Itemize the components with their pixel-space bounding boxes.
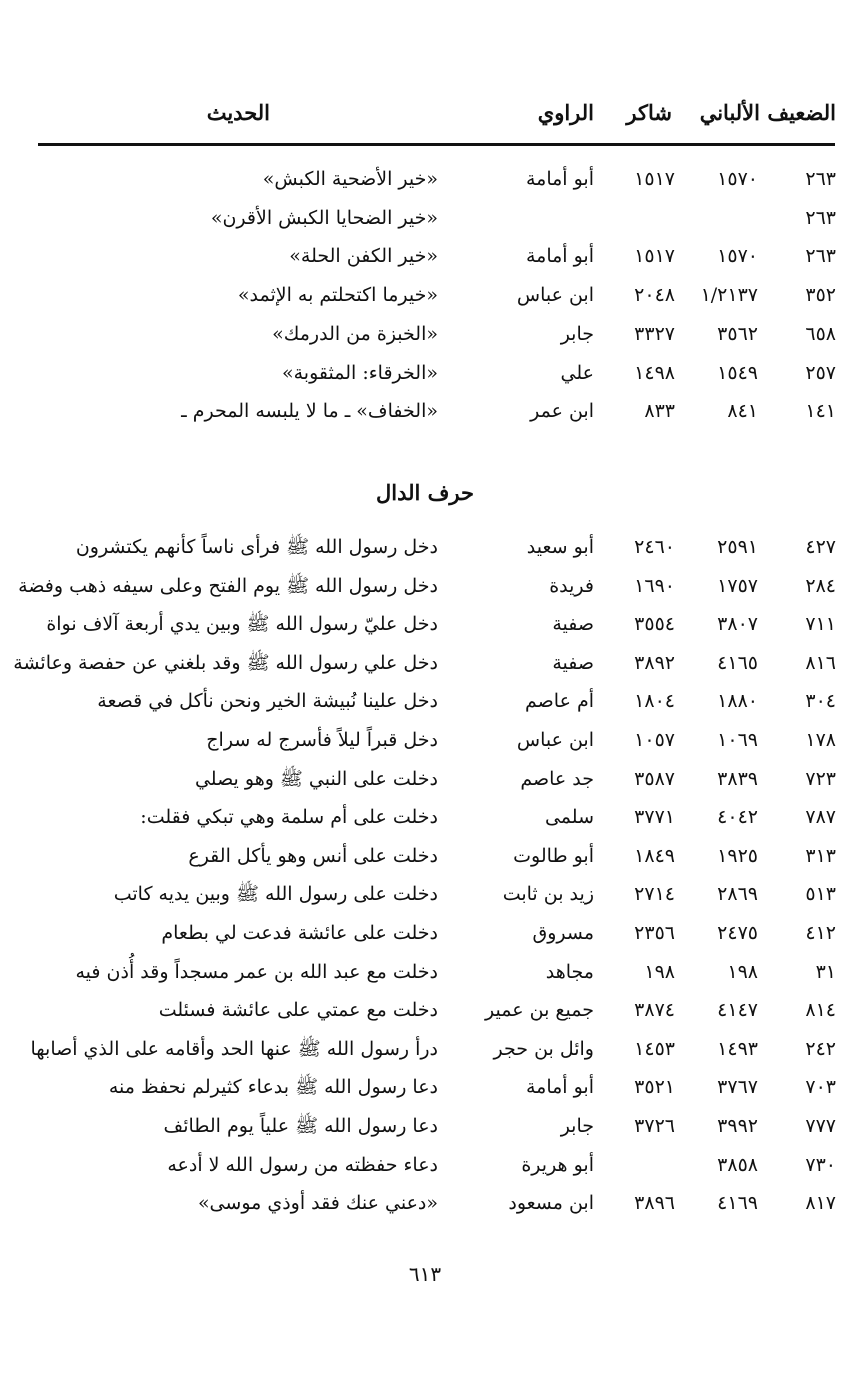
cell-hadith: دعاء حفظته من رسول الله لا أدعه: [167, 1153, 438, 1176]
cell-daif: ٧٠٣: [805, 1076, 836, 1099]
cell-rawi: ابن عباس: [516, 284, 594, 307]
cell-rawi: وائل بن حجر: [493, 1037, 594, 1060]
cell-albani: ٣٨٠٧: [717, 613, 758, 636]
cell-albani: ٣٨٣٩: [717, 767, 758, 790]
table-row: [0, 721, 850, 759]
cell-shakir: ٣٣٢٧: [634, 322, 675, 345]
cell-daif: ٨١٦: [805, 651, 836, 674]
cell-albani: ١٤٩٣: [717, 1037, 758, 1060]
header-albani: الألباني: [699, 100, 760, 125]
cell-hadith: دخل علي رسول الله ﷺ وقد بلغني عن حفصة وعائشة: [13, 651, 438, 674]
cell-albani: ٣٥٦٢: [717, 322, 758, 345]
table-row: [0, 315, 850, 353]
cell-daif: ٤٢٧: [805, 536, 836, 558]
cell-rawi: أبو أمامة: [525, 245, 594, 268]
cell-rawi: زيد بن ثابت: [502, 883, 594, 906]
cell-hadith: درأ رسول الله ﷺ عنها الحد وأقامه على الذي أصابها: [30, 1037, 438, 1060]
cell-rawi: جابر: [560, 322, 594, 345]
table-row: [0, 354, 850, 392]
cell-hadith: «خير الكفن الحلة»: [289, 245, 438, 268]
table-row: [0, 837, 850, 875]
table-row: [0, 392, 850, 430]
cell-shakir: ٢٤٦٠: [634, 536, 675, 558]
cell-hadith: «الخفاف» ـ ما لا يلبسه المحرم ـ: [181, 400, 438, 423]
cell-albani: ٤١٤٧: [717, 999, 758, 1022]
cell-shakir: ٢٣٥٦: [634, 922, 675, 944]
cell-hadith: دخلت مع عمتي على عائشة فسئلت: [158, 999, 438, 1022]
cell-daif: ٧٨٧: [805, 806, 836, 829]
cell-daif: ٢٦٣: [805, 168, 836, 190]
table-row: [0, 567, 850, 605]
cell-shakir: ١٠٥٧: [634, 729, 675, 751]
cell-albani: ٣٨٥٨: [717, 1153, 758, 1176]
cell-daif: ٢٤٢: [805, 1037, 836, 1060]
table-header: [0, 100, 850, 140]
cell-albani: ١٥٧٠: [717, 168, 758, 190]
cell-hadith: دخل علينا نُبيشة الخير ونحن نأكل في قصعة: [97, 690, 438, 713]
cell-rawi: أبو طالوت: [513, 844, 594, 867]
table-row: [0, 1107, 850, 1145]
cell-shakir: ٢٧١٤: [634, 883, 675, 906]
table-row: [0, 1146, 850, 1184]
cell-rawi: علي: [560, 361, 594, 384]
cell-shakir: ١٨٠٤: [634, 690, 675, 713]
cell-daif: ٣١: [815, 960, 836, 983]
cell-daif: ٨١٧: [805, 1192, 836, 1215]
cell-albani: ١٧٥٧: [717, 574, 758, 597]
cell-shakir: ٣٨٧٤: [634, 999, 675, 1022]
cell-rawi: أبو سعيد: [526, 536, 594, 558]
cell-rawi: صفية: [552, 651, 594, 674]
header-shakir: شاكر: [626, 100, 672, 125]
cell-hadith: دخل قبراً ليلاً فأسرج له سراج: [206, 729, 438, 751]
cell-rawi: أبو أمامة: [525, 168, 594, 190]
page-number: ٦١٣: [408, 1262, 442, 1286]
cell-daif: ٧٧٧: [805, 1115, 836, 1137]
cell-shakir: ١٥١٧: [634, 245, 675, 268]
cell-shakir: ٣٧٧١: [634, 806, 675, 829]
cell-daif: ٢٦٣: [805, 206, 836, 229]
table-row: [0, 644, 850, 682]
cell-daif: ٣٥٢: [805, 284, 836, 307]
table-row: [0, 528, 850, 566]
cell-shakir: ٢٠٤٨: [634, 284, 675, 307]
cell-shakir: ١٦٩٠: [634, 574, 675, 597]
table-row: [0, 1184, 850, 1222]
cell-daif: ٣١٣: [805, 844, 836, 867]
cell-hadith: «خيرما اكتحلتم به الإثمد»: [237, 284, 438, 307]
header-rule: [38, 143, 835, 146]
cell-daif: ٧١١: [805, 613, 836, 636]
cell-daif: ٣٠٤: [805, 690, 836, 713]
cell-shakir: ٣٨٩٦: [634, 1192, 675, 1215]
cell-rawi: جد عاصم: [520, 767, 594, 790]
section-title: حرف الدال: [376, 480, 474, 505]
cell-shakir: ٣٥٥٤: [634, 613, 675, 636]
cell-rawi: ابن مسعود: [508, 1192, 594, 1215]
cell-hadith: دعا رسول الله ﷺ علياً يوم الطائف: [163, 1115, 438, 1137]
cell-albani: ١٩٨: [727, 960, 758, 983]
cell-hadith: دخلت على أم سلمة وهي تبكي فقلت:: [140, 806, 438, 829]
cell-daif: ٨١٤: [805, 999, 836, 1022]
cell-rawi: أبو أمامة: [525, 1076, 594, 1099]
cell-hadith: دعا رسول الله ﷺ بدعاء كثيرلم نحفظ منه: [108, 1076, 438, 1099]
table-row: [0, 1030, 850, 1068]
cell-albani: ٤١٦٩: [717, 1192, 758, 1215]
table-row: [0, 1068, 850, 1106]
cell-albani: ٤١٦٥: [717, 651, 758, 674]
cell-albani: ٢٨٦٩: [717, 883, 758, 906]
cell-rawi: سلمى: [544, 806, 594, 829]
cell-albani: ٨٤١: [727, 400, 758, 423]
cell-albani: ٤٠٤٢: [717, 806, 758, 829]
table-row: [0, 991, 850, 1029]
cell-hadith: «دعني عنك فقد أوذي موسى»: [197, 1192, 438, 1215]
cell-shakir: ٨٣٣: [644, 400, 675, 423]
header-daif: الضعيف: [767, 100, 836, 125]
cell-daif: ٦٥٨: [805, 322, 836, 345]
cell-rawi: مسروق: [532, 922, 594, 944]
cell-albani: ١٥٧٠: [717, 245, 758, 268]
cell-daif: ٢٥٧: [805, 361, 836, 384]
cell-rawi: ابن عمر: [530, 400, 594, 423]
table-row: [0, 237, 850, 275]
cell-hadith: دخل رسول الله ﷺ يوم الفتح وعلى سيفه ذهب وفضة: [18, 574, 438, 597]
table-row: [0, 914, 850, 952]
table-row: [0, 953, 850, 991]
cell-daif: ٢٦٣: [805, 245, 836, 268]
table-row: [0, 760, 850, 798]
cell-hadith: دخلت على عائشة فدعت لي بطعام: [161, 922, 438, 944]
cell-hadith: «خير الضحايا الكبش الأقرن»: [210, 206, 438, 229]
cell-hadith: دخل عليّ رسول الله ﷺ وبين يدي أربعة آلاف نواة: [46, 613, 438, 636]
cell-daif: ٢٨٤: [805, 574, 836, 597]
cell-shakir: ٣٥٨٧: [634, 767, 675, 790]
cell-rawi: أم عاصم: [525, 690, 594, 713]
cell-albani: ٢٥٩١: [717, 536, 758, 558]
table-row: [0, 875, 850, 913]
cell-rawi: جميع بن عمير: [485, 999, 594, 1022]
cell-hadith: «الخرقاء: المثقوبة»: [282, 361, 438, 384]
cell-rawi: أبو هريرة: [521, 1153, 594, 1176]
cell-shakir: ١٩٨: [644, 960, 675, 983]
cell-albani: ١٨٨٠: [717, 690, 758, 713]
table-row: [0, 160, 850, 198]
cell-hadith: دخلت على النبي ﷺ وهو يصلي: [194, 767, 438, 790]
table-row: [0, 605, 850, 643]
cell-shakir: ١٤٥٣: [634, 1037, 675, 1060]
cell-hadith: دخلت على أنس وهو يأكل القرع: [188, 844, 438, 867]
cell-daif: ٤١٢: [805, 922, 836, 944]
cell-hadith: دخلت مع عبد الله بن عمر مسجداً وقد أُذن فيه: [75, 960, 438, 983]
cell-hadith: «الخبزة من الدرمك»: [272, 322, 438, 345]
cell-rawi: جابر: [560, 1115, 594, 1137]
table-row: [0, 798, 850, 836]
cell-hadith: دخلت على رسول الله ﷺ وبين يديه كاتب: [113, 883, 438, 906]
cell-albani: ١٩٢٥: [717, 844, 758, 867]
cell-shakir: ١٥١٧: [634, 168, 675, 190]
cell-daif: ١٤١: [805, 400, 836, 423]
cell-daif: ٧٢٣: [805, 767, 836, 790]
cell-albani: ١٥٤٩: [717, 361, 758, 384]
header-rawi: الراوي: [537, 100, 594, 125]
cell-shakir: ١٨٤٩: [634, 844, 675, 867]
cell-daif: ٧٣٠: [805, 1153, 836, 1176]
cell-shakir: ٣٥٢١: [634, 1076, 675, 1099]
cell-rawi: صفية: [552, 613, 594, 636]
cell-shakir: ١٤٩٨: [634, 361, 675, 384]
header-hadith: الحديث: [206, 100, 270, 125]
cell-rawi: فريدة: [549, 574, 594, 597]
table-row: [0, 199, 850, 237]
cell-shakir: ٣٧٢٦: [634, 1115, 675, 1137]
cell-daif: ٥١٣: [805, 883, 836, 906]
cell-shakir: ٣٨٩٢: [634, 651, 675, 674]
table-row: [0, 682, 850, 720]
cell-hadith: دخل رسول الله ﷺ فرأى ناساً كأنهم يكتشرون: [75, 536, 438, 558]
cell-rawi: مجاهد: [545, 960, 594, 983]
cell-albani: ١٠٦٩: [717, 729, 758, 751]
cell-hadith: «خير الأضحية الكبش»: [262, 168, 438, 190]
cell-albani: ٣٧٦٧: [717, 1076, 758, 1099]
cell-albani: ٢٤٧٥: [717, 922, 758, 944]
table-row: [0, 276, 850, 314]
cell-daif: ١٧٨: [805, 729, 836, 751]
cell-albani: ٣٩٩٢: [717, 1115, 758, 1137]
cell-rawi: ابن عباس: [516, 729, 594, 751]
cell-albani: ١/٢١٣٧: [700, 284, 758, 307]
